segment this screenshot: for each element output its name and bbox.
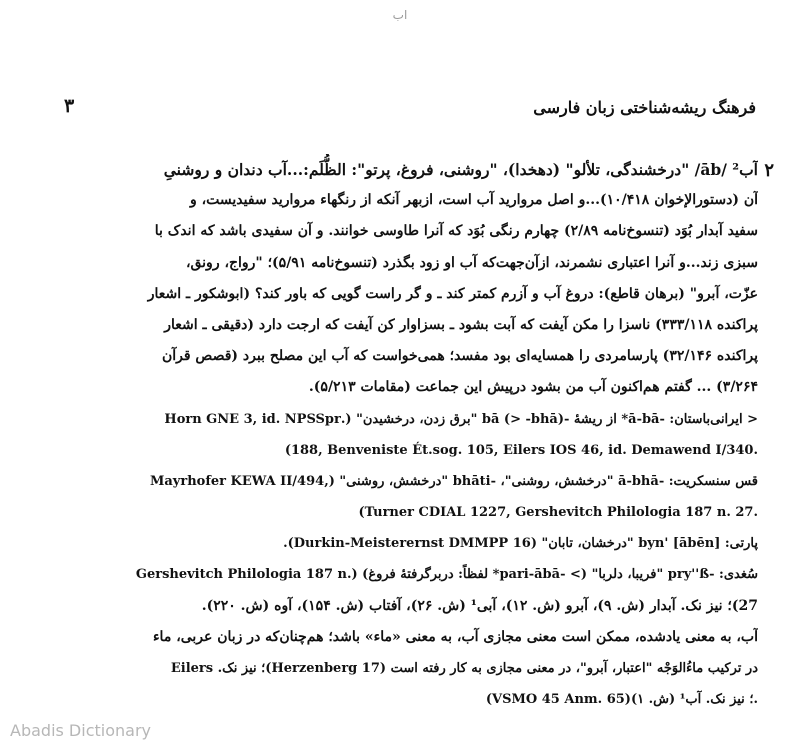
cross-reference-line: 27)؛ نیز نک. آبدار (ش. ۹)، آبرو (ش. ۱۲)، آبی¹ (ش. ۲۶)، آفتاب (ش. ۱۵۴)، آوه (ش. ۲۲۰). <box>201 597 758 614</box>
entry-line: سبزی زند...و آنرا اعتباری نشمرند، ازآن‌جهت‌که آب او زود بگذرد (تنسوخ‌نامه ۵/۹۱)؛ "رواج، رونق، <box>185 254 758 271</box>
entry-line: آن (دستورالإخوان ۱۰/۴۱۸)...و اصل مروارید آب است، ازبهر آنکه از رنگهاء مروارید سفیدیست، و <box>190 192 758 209</box>
entry-line: در ترکیب ماءُالوَجْه "اعتبار، آبرو"، در معنی مجازی به کار رفته است (Herzenberg 17)؛ نیز نک. Eilers <box>170 661 758 676</box>
etymology-line: قس سنسکریت: -ā-bhā "درخشش، روشنی"، -bhāti "درخشش، روشنی" (,Mayrhofer KEWA II/494 <box>149 473 758 489</box>
entry-body <box>30 154 758 715</box>
entry-line: آب² /āb/ "درخشندگی، تلألو" (دهخدا)، "روشنی، فروغ، پرتو": الظُّلَم:...آب دندان و روشنیِ <box>163 160 758 179</box>
entry-line: سفید آبدار بُوَد (تنسوخ‌نامه ۲/۸۹) چهارم رنگی بُوَد که آنرا طاوسی خوانند. و آن سفیدی باشد که اندک با <box>154 223 758 240</box>
entry-line: پراکنده ۳۲/۱۴۶) پارسامردی را همسایه‌ای بود مفسد؛ همی‌خواست که آب این مصلح ببرد (قصص قرآن <box>161 348 758 365</box>
entry-line: عزّت، آبرو" (برهان قاطع): دروغ آب و آزرم کمتر کند ـ و گر راست گویی که باور کند؟ (ابوشکور ـ اشعار <box>147 285 758 302</box>
watermark: Abadis Dictionary <box>10 721 151 740</box>
entry-line: پراکنده ۳۳۳/۱۱۸) ناسزا را مکن آیفت که آبت بشود ـ بسزاوار کن آیفت که ارجت دارد (دقیقی ـ اشعار <box>164 316 758 333</box>
book-title: فرهنگ ریشه‌شناختی زبان فارسی <box>533 98 756 117</box>
etymology-line: < ایرانی‌باستان: -ā-bā* از ریشهٔ -bā (> -bhā) "برق زدن، درخشیدن" (.Horn GNE 3, id. NPSSpr <box>164 411 758 427</box>
etymology-line: (Turner CDIAL 1227, Gershevitch Philologia 187 n. 27. <box>358 505 758 521</box>
running-head: اب <box>392 8 408 22</box>
etymology-line: (188, Benveniste Ét.sog. 105, Eilers IOS 46, id. Demawend I/340. <box>284 442 758 458</box>
entry-number: ۲ <box>764 160 774 181</box>
etymology-line: پارتی: byn' [ābēn] "درخشان، تابان" (Durkin-Meisterernst DMMPP 16). <box>283 536 758 552</box>
entry-line: (VSMO 45 Anm. 65)؛ نیز نک. آب¹ (ش. ۱). <box>485 692 758 708</box>
etymology-line: سُغدی: -pry''ß "فریبا، دلربا" (> -pari-ābā* لفظاً: دربرگرفتهٔ فروغ) (.Gershevitch Philologia 187 n <box>135 567 758 583</box>
entry-line: ۳/۲۶۴) ... گفتم هم‌اکنون آب من بشود درپیش این جماعت (مقامات ۵/۲۱۳). <box>308 379 758 396</box>
page-number: ۳ <box>64 95 75 117</box>
entry-line: آب، به معنی یادشده، ممکن است معنی مجازی آب، به معنی «ماء» باشد؛ هم‌چنان‌که در زبان عربی، ماء <box>152 628 758 645</box>
